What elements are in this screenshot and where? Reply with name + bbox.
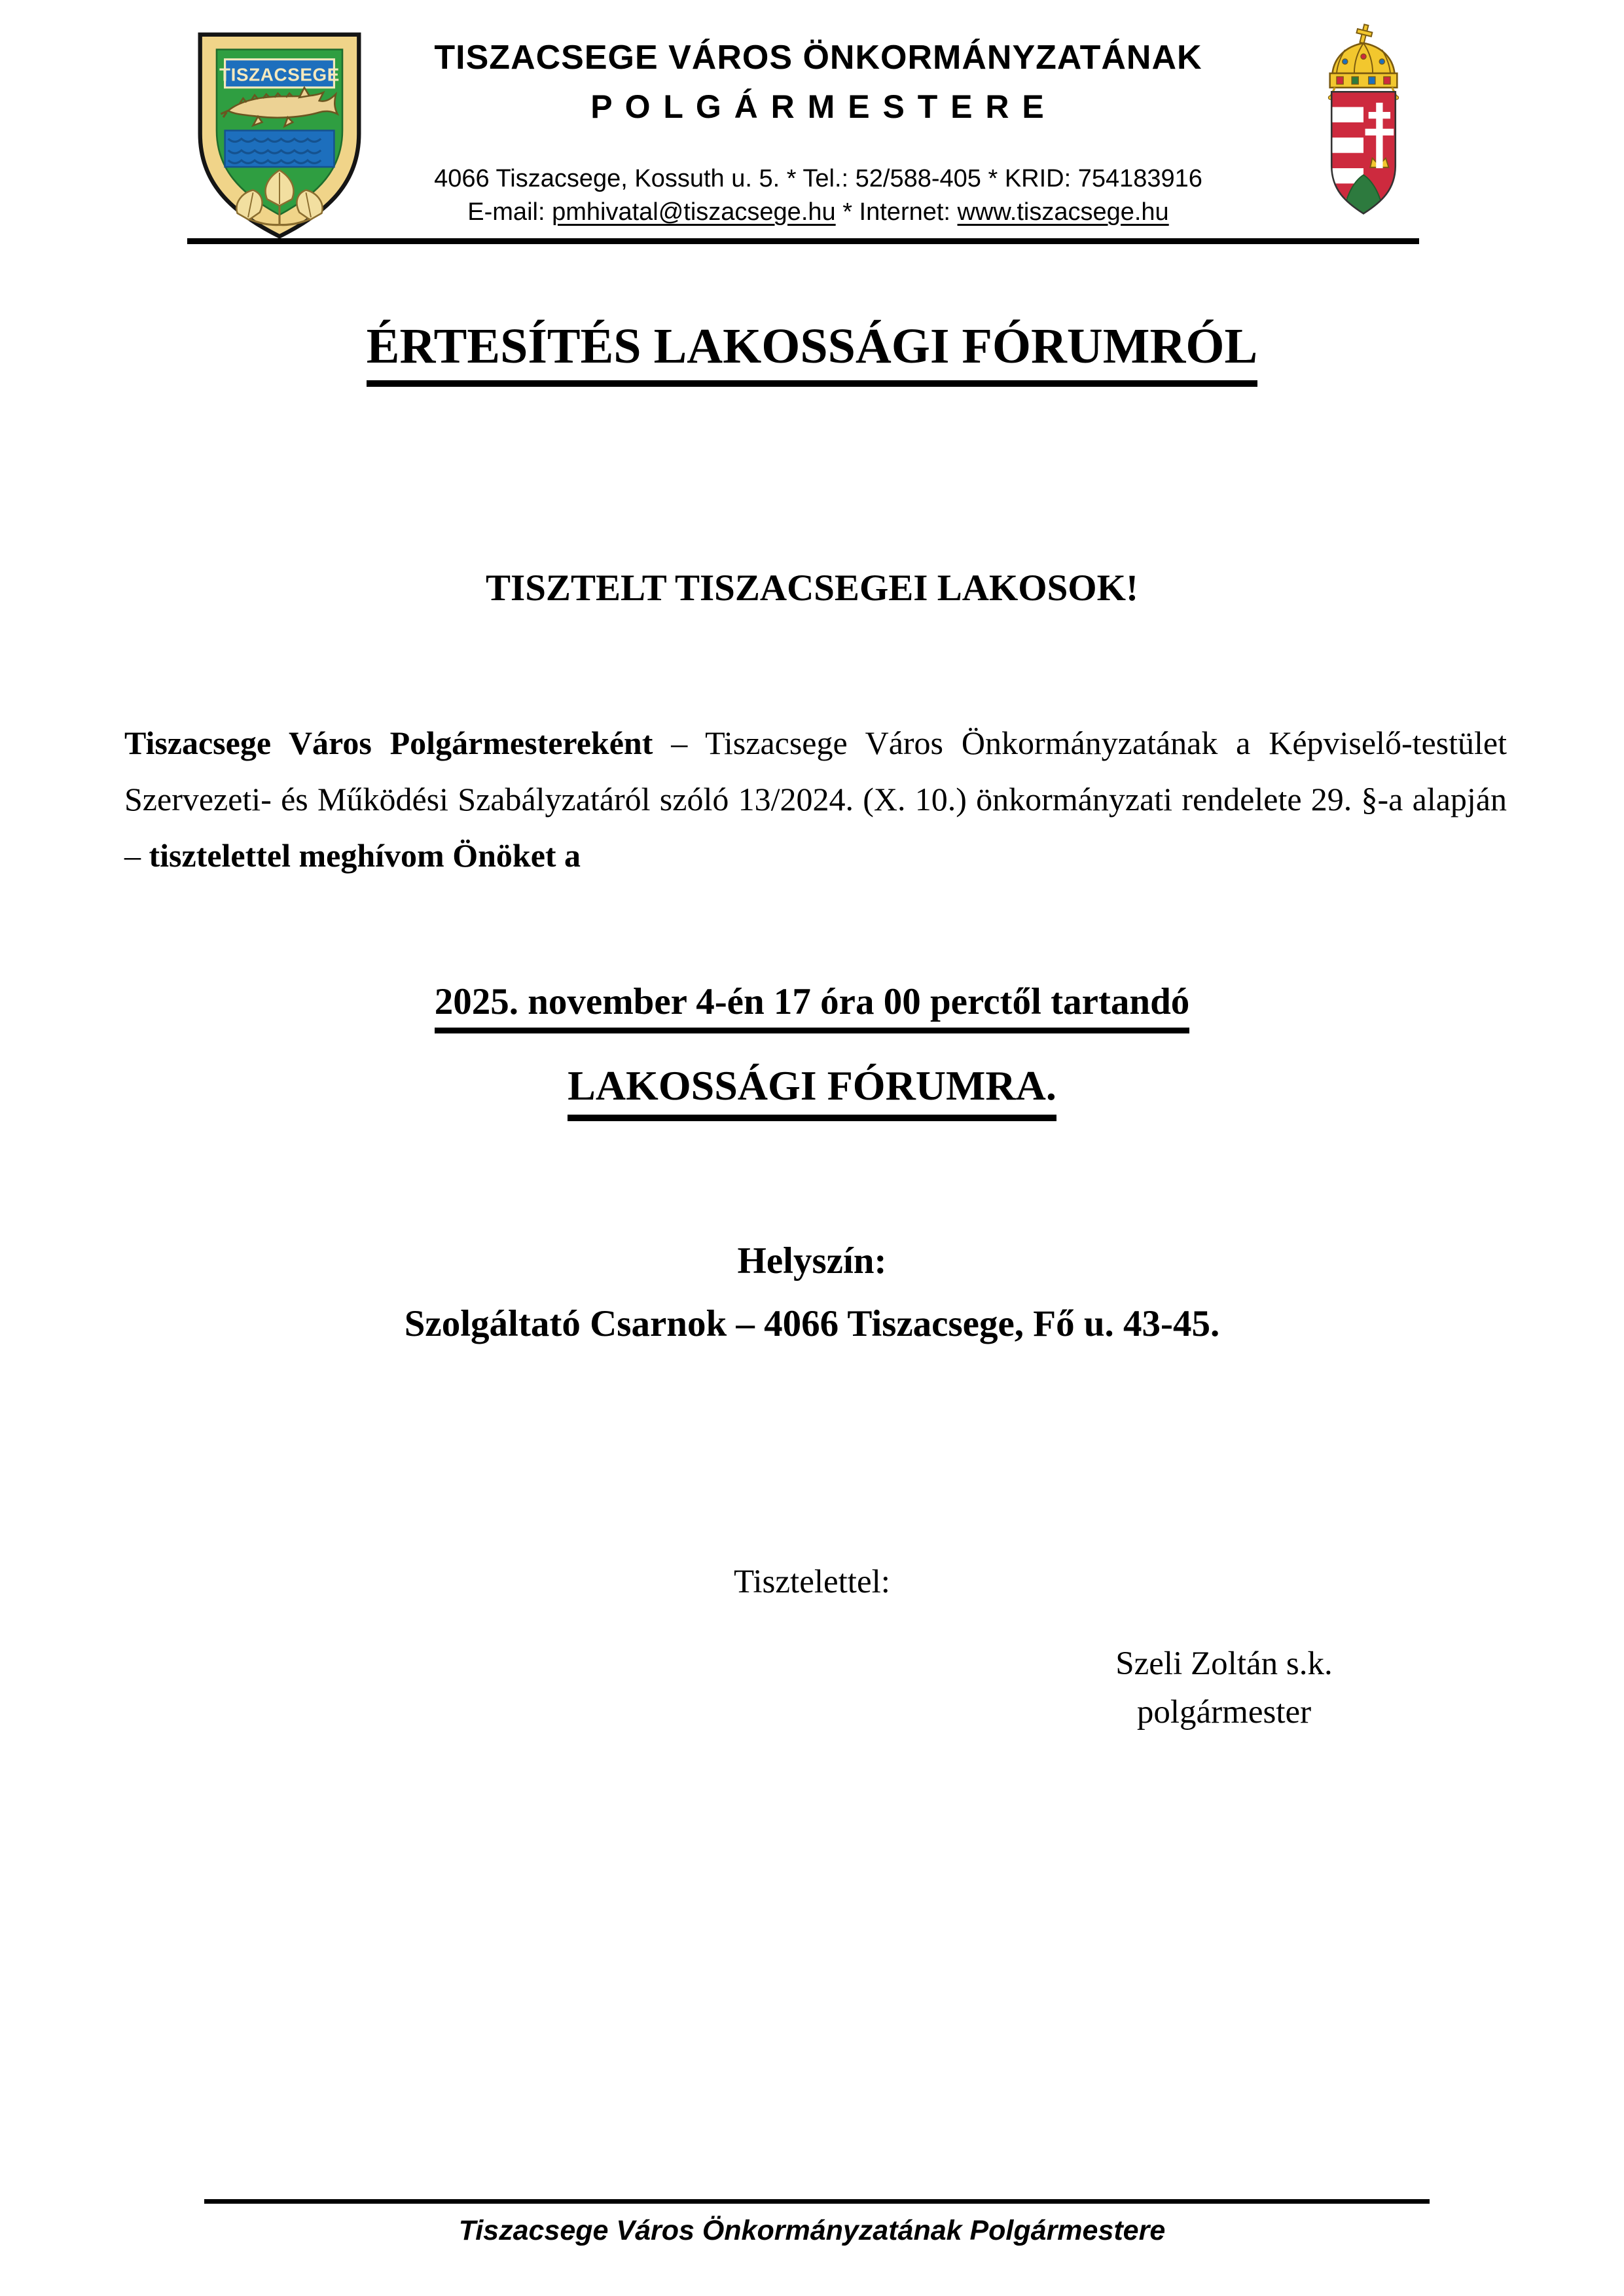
event-datetime-text: 2025. november 4-én 17 óra 00 perctől tartandó — [435, 980, 1190, 1033]
internet-label: * Internet: — [835, 198, 958, 226]
main-title-text: ÉRTESÍTÉS LAKOSSÁGI FÓRUMRÓL — [367, 318, 1257, 387]
closing-salutation: Tisztelettel: — [734, 1564, 890, 1600]
body-regular-text: – Tiszacsege Város Önkormányzatának a Képviselő-testület Szervezeti- és Működési Szabályzatáról szóló 13/2024. (X. 10.) önkormányzati rendelete 29. §-a alapján – — [124, 725, 1507, 874]
logo-banner-text: TISZACSEGE — [219, 64, 340, 85]
signature-name: Szeli Zoltán s.k. — [1115, 1645, 1333, 1682]
header-divider — [187, 238, 1419, 244]
footer-text: Tiszacsege Város Önkormányzatának Polgármestere — [458, 2215, 1166, 2246]
signature-block — [1047, 1640, 1401, 1737]
body-bold-invite: tisztelettel meghívom Önöket a — [149, 837, 581, 874]
event-datetime — [0, 980, 1624, 1033]
website-link[interactable]: www.tiszacsege.hu — [957, 198, 1169, 226]
venue-label: Helyszín: — [737, 1240, 887, 1282]
main-title — [0, 318, 1624, 387]
email-label: E-mail: — [467, 198, 552, 226]
hungary-coat-of-arms — [1313, 17, 1414, 230]
holy-crown-icon — [1328, 23, 1398, 99]
letterhead — [301, 38, 1335, 226]
org-name-line2: P O L G Á R M E S T E R E — [590, 88, 1046, 125]
signature-title: polgármester — [1136, 1693, 1312, 1731]
arms-shield — [1331, 92, 1396, 214]
contact-online-line — [301, 198, 1335, 226]
venue-address: Szolgáltató Csarnok – 4066 Tiszacsege, Fő u. 43-45. — [404, 1303, 1220, 1344]
org-name-line1: TISZACSEGE VÁROS ÖNKORMÁNYZATÁNAK — [434, 39, 1202, 77]
footer-divider — [204, 2199, 1430, 2204]
contact-address-line: 4066 Tiszacsege, Kossuth u. 5. * Tel.: 52/588-405 * KRID: 754183916 — [434, 165, 1202, 192]
body-paragraph — [124, 715, 1507, 884]
body-bold-intro: Tiszacsege Város Polgármestereként — [124, 725, 653, 761]
email-link[interactable]: pmhivatal@tiszacsege.hu — [552, 198, 836, 226]
event-name-text: LAKOSSÁGI FÓRUMRA. — [568, 1062, 1056, 1121]
salutation: TISZTELT TISZACSEGEI LAKOSOK! — [486, 567, 1138, 609]
event-name — [0, 1062, 1624, 1121]
